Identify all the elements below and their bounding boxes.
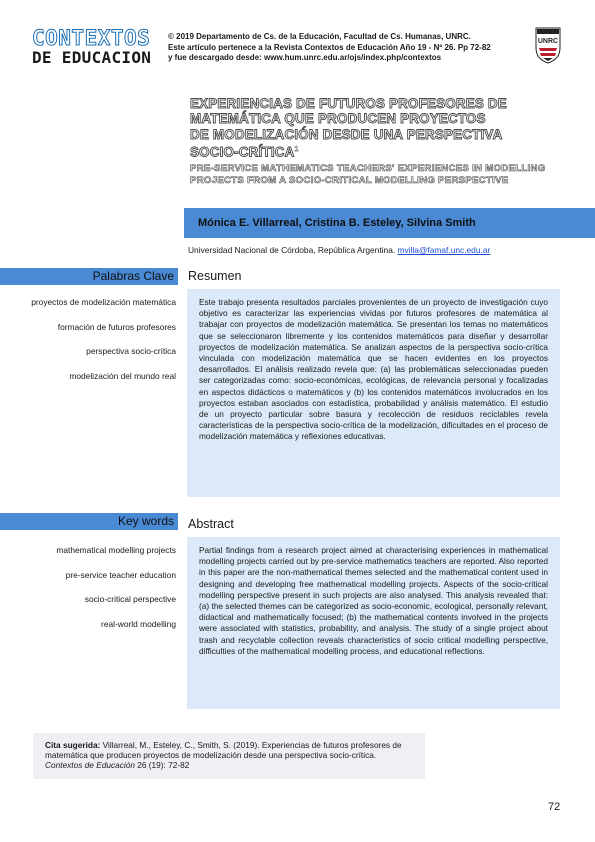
footnote-mark[interactable]: 1 [294, 146, 299, 154]
title-es-line-4-text: SOCIO-CRÍTICA [190, 144, 295, 160]
journal-logo [32, 27, 164, 67]
key-words-label: Key words [0, 513, 178, 530]
title-en-line-1: PRE-SERVICE MATHEMATICS TEACHERS' EXPERIENCES IN MODELLING [190, 163, 546, 175]
spanish-keyword-list [0, 297, 178, 395]
keyword-item: mathematical modelling projects [56, 545, 176, 555]
keyword-item: formación de futuros profesores [57, 321, 176, 332]
abstract-box [187, 537, 560, 709]
seal-text: UNRC [537, 38, 559, 45]
resumen-box [187, 289, 560, 497]
citation-journal: Contextos de Educación [45, 760, 135, 771]
keyword-item: proyectos de modelización matemática [31, 297, 176, 307]
affiliation [188, 245, 490, 255]
keyword-item: real-world modelling [101, 618, 176, 629]
title-en-line-2: PROJECTS FROM A SOCIO-CRITICAL MODELLING PERSPECTIVE [190, 175, 509, 187]
resumen-text: Este trabajo presenta resultados parciales provenientes de un proyecto de investigación cuyo objetivo es caracterizar las experiencias vividas por futuros profesores de matemática al trabajar con proyectos de modelización matemática. Se presentan los temas no matemáticos que se seleccionaron libremente y los contenidos matemáticos para diseñar y desarrollar proyectos de modelización matemática. Se analizan aspectos de la perspectiva socio-crítica vinculada con modelización matemática que se hacen evidentes en los proyectos desarrollados. El análisis realizado revela que: (a) las problemáticas seleccionadas pueden ser categorizadas como: socio-económicas, ecológicas, de relevancia personal y focalizadas en aspectos didácticos o matemáticos y (b) los contenidos matemáticos involucrados en los proyectos estaban asociados con estadística, probabilidad y análisis matemático. El estudio de un proyecto particular sobre basura y recolección de residuos reciclables revela características de la perspectiva socio-crítica de la modelización, dificultades en el proceso de modelización matemática y reflexiones educativas. [199, 297, 548, 442]
palabras-clave-label: Palabras Clave [0, 268, 178, 285]
abstract-text: Partial findings from a research project aimed at characterising experiences in mathematical modelling projects carried out by pre-service mathematics teachers are reported. Also reported in this paper are the non-mathematical themes selected and the mathematical content used in designing and developing free mathematical modelling projects. Aspects of the socio-critical modelling perspective present in such projects are also analysed. This analysis revealed that: (a) the selected themes can be categorized as socio-economic, ecological, personally relevant, didactical and mathematically focused; (b) the mathematical contents involved in the projects were associated with statistics, probability, and analysis. The study of a single project about trash and recyclable collection reveals characteristics of socio critical modelling perspective, difficulties of the mathematical modelling process, and educational reflections. [199, 545, 548, 656]
suggested-citation [33, 733, 425, 779]
title-es-line-1: EXPERIENCIAS DE FUTUROS PROFESORES DE [190, 96, 507, 111]
english-keyword-list [0, 545, 178, 643]
citation-text: Villarreal, M., Esteley, C., Smith, S. (2019). Experiencias de futuros profesores de matemática que producen proyectos de modelización desde una perspectiva socio-crítica. [45, 740, 402, 761]
resumen-heading: Resumen [188, 269, 242, 283]
unrc-seal-icon [534, 26, 562, 64]
copyright-notice [168, 32, 528, 64]
copyright-line-3: y fue descargado desde: www.hum.unrc.edu.ar/ojs/index.php/contextos [168, 53, 442, 62]
page-number: 72 [548, 801, 561, 813]
keyword-item: perspectiva socio-crítica [86, 346, 176, 356]
author-email-link[interactable]: mvilla@famaf.unc.edu.ar [397, 245, 491, 255]
citation-details: 26 (19): 72-82 [137, 760, 190, 771]
copyright-line-2: Este artículo pertenece a la Revista Contextos de Educación Año 19 - Nº 26. Pp 72-82 [168, 42, 491, 52]
author-names: Mónica E. Villarreal, Cristina B. Esteley, Silvina Smith [198, 217, 476, 229]
logo-de-educacion: DE EDUCACION [32, 48, 152, 67]
affiliation-text: Universidad Nacional de Córdoba, República Argentina. [188, 245, 396, 255]
abstract-heading: Abstract [188, 517, 234, 531]
article-title-block [190, 96, 570, 187]
authors-bar [184, 208, 595, 238]
citation-label: Cita sugerida: [45, 740, 101, 750]
spanish-title [190, 96, 570, 160]
title-es-line-3: DE MODELIZACIÓN DESDE UNA PERSPECTIVA [190, 126, 503, 142]
english-title [190, 163, 570, 187]
title-es-line-4 [190, 142, 570, 160]
keyword-item: pre-service teacher education [65, 569, 176, 580]
keyword-item: modelización del mundo real [69, 370, 176, 381]
logo-contextos: CONTEXTOS [32, 26, 151, 50]
keyword-item: socio-critical perspective [84, 594, 176, 604]
copyright-line-1: © 2019 Departamento de Cs. de la Educación, Facultad de Cs. Humanas, UNRC. [168, 32, 471, 41]
title-es-line-2: MATEMÁTICA QUE PRODUCEN PROYECTOS [190, 111, 486, 127]
